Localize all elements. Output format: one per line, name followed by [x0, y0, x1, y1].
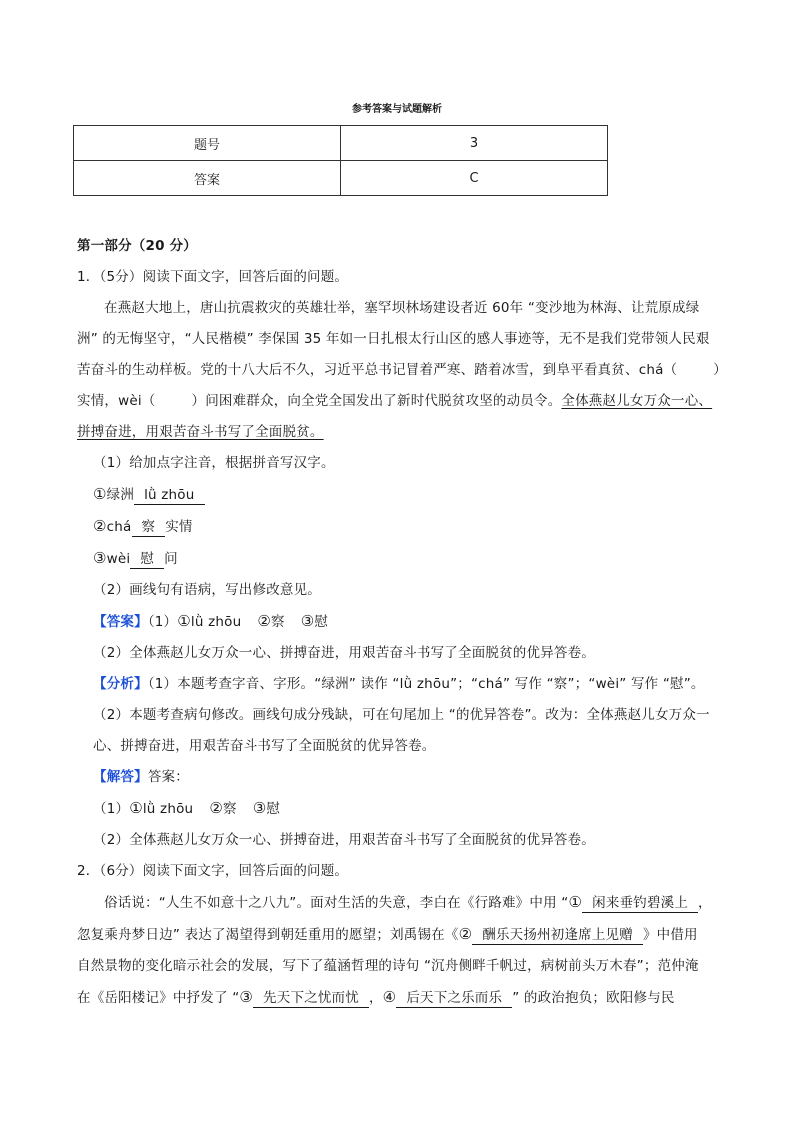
item-number: ② — [209, 799, 223, 817]
section-title: 第一部分（20 分） — [77, 238, 197, 254]
passage-text: ， — [368, 990, 383, 1006]
solution-text: 察 — [222, 801, 237, 817]
underlined-sentence: 拼搏奋进，用艰苦奋斗书写了全面脱贫。 — [77, 424, 324, 440]
item-prefix: chá — [106, 519, 132, 535]
answer-line — [77, 606, 727, 638]
solution-line: （2）全体燕赵儿女万众一心、拼搏奋进，用艰苦奋斗书写了全面脱贫的优异答卷。 — [93, 832, 595, 848]
underlined-sentence: 全体燕赵儿女万众一心、 — [561, 393, 713, 409]
item-prefix: wèi — [106, 551, 131, 567]
sub-question: （2）画线句有语病，写出修改意见。 — [93, 582, 321, 598]
passage-line: 自然景物的变化暗示社会的发展，写下了蕴涵哲理的诗句 “沉舟侧畔千帆过，病树前头万木春”；范仲淹 — [77, 958, 699, 974]
item-number: ③ — [239, 988, 254, 1006]
solution-line — [77, 762, 727, 793]
answer-table — [73, 125, 608, 196]
analysis-tag: 【分析】 — [93, 676, 148, 692]
item-number: ④ — [382, 988, 397, 1006]
analysis-line: （2）本题考查病句修改。画线句成分残缺，可在句尾加上 “的优异答卷”。改为：全体燕赵儿女万众一 — [93, 707, 710, 723]
list-item — [77, 511, 727, 543]
analysis-text: （1）本题考查字音、字形。“绿洲” 读作 “lǜ zhōu”；“chá” 写作 “察”；“wèi” 写作 “慰”。 — [147, 676, 705, 692]
item-prefix: 绿洲 — [106, 487, 135, 503]
item-suffix: 实情 — [165, 519, 193, 535]
item-number: ③ — [252, 799, 267, 817]
item-suffix: 问 — [164, 551, 178, 567]
list-item — [77, 479, 727, 511]
table-cell-value: 3 — [341, 126, 608, 161]
analysis-line — [77, 669, 727, 700]
item-number: ② — [458, 925, 473, 943]
passage-line: 在燕赵大地上，唐山抗震救灾的英雄壮举，塞罕坝林场建设者近 60年 “变沙地为林海、让荒原成绿 — [104, 300, 700, 316]
passage-text: 苦奋斗的生动样板。党的十八大后不久，习近平总书记冒着严寒、踏着冰雪，到阜平看真贫、chá（ — [77, 362, 678, 378]
solution-text: （1） — [93, 801, 130, 817]
answer-blank: 酬乐天扬州初逢席上见赠 — [472, 926, 643, 945]
answer-line: （2）全体燕赵儿女万众一心、拼搏奋进，用艰苦奋斗书写了全面脱贫的优异答卷。 — [93, 645, 595, 661]
table-cell-label: 答案 — [74, 161, 341, 196]
passage-text: 俗话说：“人生不如意十之八九”。面对生活的失意，李白在《行路难》中用 “ — [104, 895, 569, 911]
item-number: ① — [93, 485, 107, 503]
item-number: ① — [129, 799, 143, 817]
page-title: 参考答案与试题解析 — [352, 104, 442, 115]
passage-text: ” 的政治抱负；欧阳修与民 — [512, 990, 675, 1006]
item-number: ③ — [93, 549, 107, 567]
solution-tag: 【解答】 — [93, 769, 148, 785]
item-number: ② — [93, 517, 107, 535]
passage-text: 在《岳阳楼记》中抒发了 “ — [77, 990, 240, 1006]
item-number: ① — [568, 893, 583, 911]
solution-text: 慰 — [266, 801, 281, 817]
item-number: ② — [257, 612, 272, 630]
item-number: ③ — [300, 612, 315, 630]
table-cell-label: 题号 — [74, 126, 341, 161]
passage-text: ）问困难群众，向全党全国发出了新时代脱贫攻坚的动员令。 — [191, 393, 562, 409]
solution-line — [77, 793, 727, 825]
passage-line — [77, 887, 727, 919]
solution-text: 答案： — [147, 769, 189, 785]
passage-text: 忽复乘舟梦日边” 表达了渴望得到朝廷重用的愿望；刘禹锡在《 — [77, 927, 459, 943]
answer-tag: 【答案】 — [93, 614, 148, 630]
answer-text: lǜ zhōu — [190, 614, 242, 630]
passage-line — [77, 386, 727, 417]
passage-line: 洲” 的无悔坚守，“人民楷模” 李保国 35 年如一日扎根太行山区的感人事迹等，无不是我们党带领人民艰 — [77, 331, 710, 347]
passage-text: ） — [713, 362, 727, 378]
answer-blank: lǜ zhōu — [134, 486, 204, 505]
document-body — [77, 231, 727, 1014]
answer-blank: 察 — [132, 518, 166, 537]
passage-text: 》中借用 — [642, 927, 698, 943]
item-number: ① — [177, 612, 191, 630]
list-item — [77, 543, 727, 575]
passage-line — [77, 355, 727, 386]
table-cell-value: C — [341, 161, 608, 196]
solution-text: lǜ zhōu — [142, 801, 194, 817]
answer-text: （1） — [147, 614, 178, 630]
analysis-line: 心、拼搏奋进，用艰苦奋斗书写了全面脱贫的优异答卷。 — [93, 738, 436, 754]
answer-text: 察 — [271, 614, 285, 630]
passage-line — [77, 417, 727, 448]
question-1-header: 1．（5分）阅读下面文字，回答后面的问题。 — [77, 269, 349, 285]
sub-question: （1）给加点字注音，根据拼音写汉字。 — [93, 455, 335, 471]
answer-text: 慰 — [314, 614, 329, 630]
answer-blank: 先天下之忧而忧 — [253, 989, 369, 1008]
answer-blank: 后天下之乐而乐 — [396, 989, 512, 1008]
answer-blank: 慰 — [130, 550, 164, 569]
passage-text: ， — [698, 895, 712, 911]
passage-line — [77, 919, 727, 951]
table-row — [74, 161, 608, 196]
question-2-header: 2．（6分）阅读下面文字，回答后面的问题。 — [77, 863, 349, 879]
passage-text: 实情，wèi（ — [77, 393, 156, 409]
table-row — [74, 126, 608, 161]
answer-blank: 闲来垂钓碧溪上 — [582, 894, 698, 913]
passage-line — [77, 982, 727, 1014]
